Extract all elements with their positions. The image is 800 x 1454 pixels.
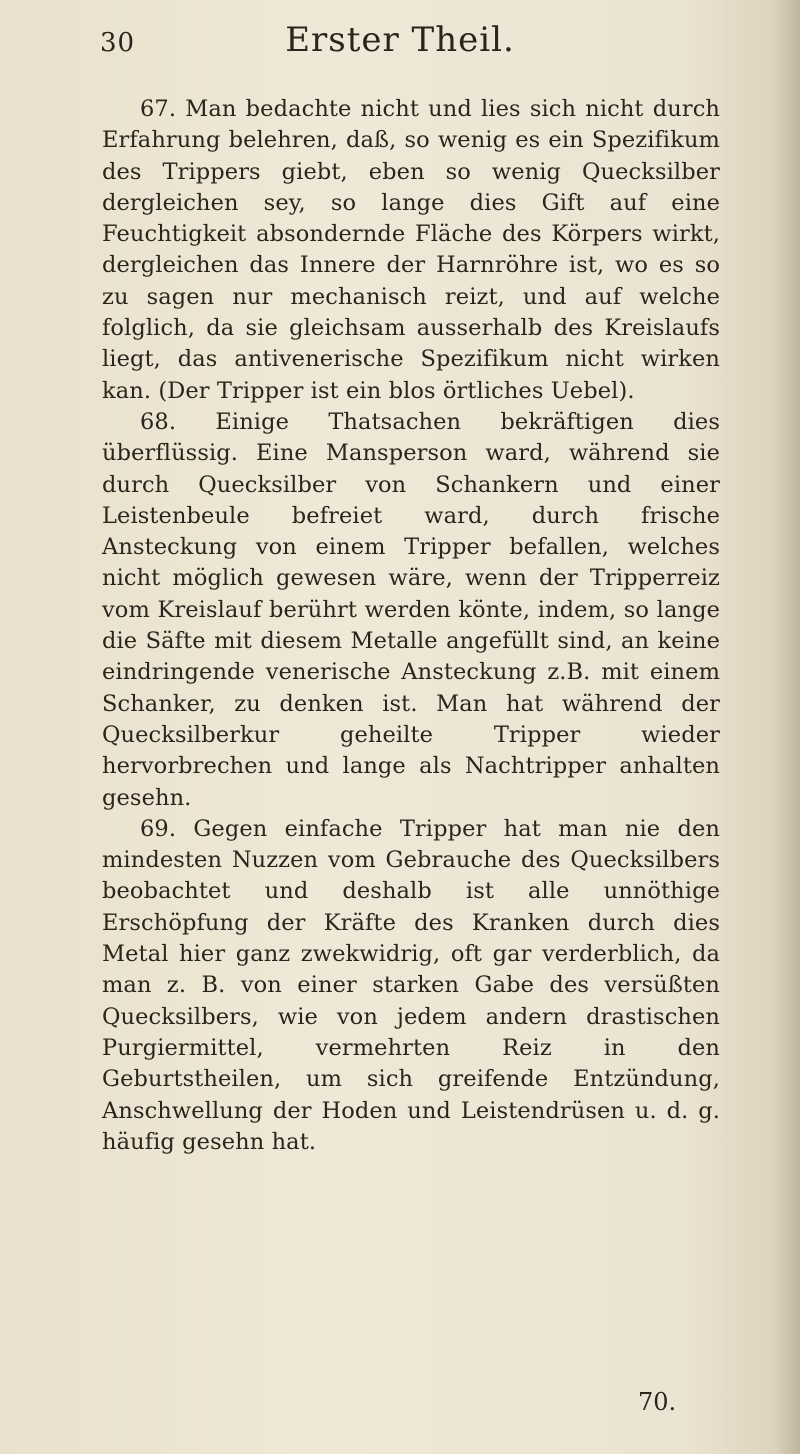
page-edge-shadow <box>774 0 800 1454</box>
paragraph-68: 68. Einige Thatsachen bekräftigen dies überflüssig. Eine Mansperson ward, während sie durch Quecksilber von Schankern und einer Leistenbeule befreiet ward, durch frische Ansteckung von einem Tripper befallen, welches nicht möglich gewesen wäre, wenn der Tripperreiz vom Kreislauf berührt werden könte, indem, so lange die Säfte mit diesem Metalle angefüllt sind, an keine eindringende venerische Ansteckung z.B. mit einem Schanker, zu denken ist. Man hat während der Quecksilberkur geheilte Tripper wieder hervorbrechen und lange als Nachtripper anhalten gesehn. <box>102 408 720 811</box>
catchword: 70. <box>638 1388 677 1416</box>
paragraph-67: 67. Man bedachte nicht und lies sich nicht durch Erfahrung belehren, daß, so wenig es ein Spezifikum des Trippers giebt, eben so wenig Quecksilber dergleichen sey, so lange dies Gift auf eine Feuchtigkeit absondernde Fläche des Körpers wirkt, dergleichen das Innere der Harnröhre ist, wo es so zu sagen nur mechanisch reizt, und auf welche folglich, da sie gleichsam ausserhalb des Kreislaufs liegt, das antivenerische Spezifikum nicht wirken kan. (Der Tripper ist ein blos örtliches Uebel). <box>102 96 720 404</box>
paragraph-69: 69. Gegen einfache Tripper hat man nie den mindesten Nuzzen vom Gebrauche des Quecksilbers beobachtet und deshalb ist alle unnöthige Erschöpfung der Kräfte des Kranken durch dies Metal hier ganz zwekwidrig, oft gar verderblich, da man z. B. von einer starken Gabe des versüßten Quecksilbers, wie von jedem andern drastischen Purgiermittel, vermehrten Reiz in den Geburtstheilen, um sich greifende Entzündung, Anschwellung der Hoden und Leistendrüsen u. d. g. häufig gesehn hat. <box>102 815 720 1155</box>
running-head: Erster Theil. <box>285 20 515 60</box>
page-header <box>100 20 720 64</box>
body-text <box>102 94 720 1158</box>
page-number: 30 <box>100 28 136 58</box>
